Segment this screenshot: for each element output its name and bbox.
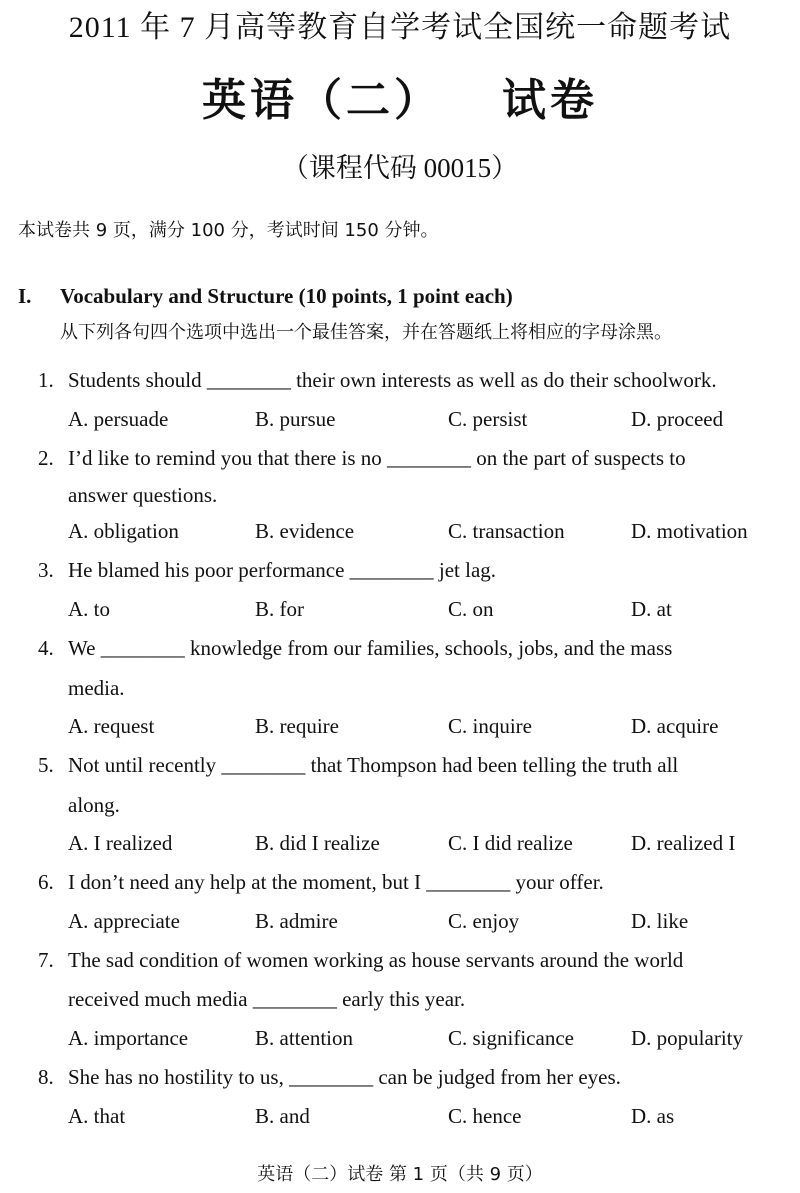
section-heading: Vocabulary and Structure (10 points, 1 point each) bbox=[60, 284, 513, 308]
exam-title bbox=[0, 64, 800, 128]
option-a: A. I realized bbox=[68, 831, 173, 855]
option-b: B. admire bbox=[255, 909, 338, 933]
section-title bbox=[18, 284, 800, 309]
question-text: He blamed his poor performance ________ jet lag. bbox=[68, 558, 497, 582]
page-footer: 英语（二）试卷 第 1 页（共 9 页） bbox=[257, 1164, 543, 1185]
question-4-options bbox=[68, 714, 788, 744]
option-c: C. persist bbox=[448, 407, 528, 431]
exam-header-line: 2011 年 7 月高等教育自学考试全国统一命题考试 bbox=[68, 11, 732, 44]
question-number: 3. bbox=[38, 558, 54, 582]
option-a: A. to bbox=[68, 597, 110, 621]
question-6 bbox=[38, 870, 604, 895]
question-text: Not until recently ________ that Thompson had been telling the truth all bbox=[68, 753, 679, 777]
question-1-options bbox=[68, 407, 788, 437]
option-a: A. appreciate bbox=[68, 909, 180, 933]
question-6-options bbox=[68, 909, 788, 939]
question-number: 5. bbox=[38, 753, 54, 777]
question-7-options bbox=[68, 1026, 788, 1056]
option-d: D. acquire bbox=[631, 714, 719, 738]
question-5 bbox=[38, 753, 678, 778]
exam-title-subject: 英语（二） bbox=[202, 76, 442, 125]
exam-title-paper: 试卷 bbox=[502, 76, 598, 125]
question-number: 6. bbox=[38, 870, 54, 894]
question-text: Students should ________ their own interests as well as do their schoolwork. bbox=[68, 368, 717, 392]
question-1 bbox=[38, 368, 717, 393]
question-3-options bbox=[68, 597, 788, 627]
option-d: D. motivation bbox=[631, 519, 748, 543]
question-2-continuation: answer questions. bbox=[68, 483, 218, 507]
option-c: C. transaction bbox=[448, 519, 565, 543]
question-4 bbox=[38, 636, 672, 661]
question-8 bbox=[38, 1065, 621, 1090]
question-2 bbox=[38, 446, 686, 471]
option-c: C. on bbox=[448, 597, 494, 621]
option-b: B. did I realize bbox=[255, 831, 380, 855]
option-c: C. inquire bbox=[448, 714, 532, 738]
question-8-options bbox=[68, 1104, 788, 1134]
question-5-options bbox=[68, 831, 788, 861]
option-a: A. request bbox=[68, 714, 155, 738]
option-d: D. proceed bbox=[631, 407, 724, 431]
question-2-options bbox=[68, 519, 788, 549]
question-text: The sad condition of women working as house servants around the world bbox=[68, 948, 684, 972]
option-d: D. realized I bbox=[631, 831, 736, 855]
question-3 bbox=[38, 558, 496, 583]
question-7-continuation: received much media ________ early this year. bbox=[68, 987, 466, 1011]
option-c: C. significance bbox=[448, 1026, 574, 1050]
option-d: D. popularity bbox=[631, 1026, 743, 1050]
question-5-continuation: along. bbox=[68, 793, 120, 817]
question-7 bbox=[38, 948, 683, 973]
question-number: 7. bbox=[38, 948, 54, 972]
option-d: D. as bbox=[631, 1104, 675, 1128]
option-c: C. hence bbox=[448, 1104, 522, 1128]
question-number: 4. bbox=[38, 636, 54, 660]
question-number: 1. bbox=[38, 368, 54, 392]
question-text: We ________ knowledge from our families, schools, jobs, and the mass bbox=[68, 636, 673, 660]
option-a: A. obligation bbox=[68, 519, 179, 543]
option-d: D. at bbox=[631, 597, 672, 621]
option-d: D. like bbox=[631, 909, 689, 933]
section-number: I. bbox=[18, 284, 32, 308]
question-4-continuation: media. bbox=[68, 676, 125, 700]
question-text: I don’t need any help at the moment, but I ________ your offer. bbox=[68, 870, 604, 894]
course-code: （课程代码 00015） bbox=[281, 153, 519, 183]
option-c: C. I did realize bbox=[448, 831, 573, 855]
option-b: B. for bbox=[255, 597, 304, 621]
option-b: B. evidence bbox=[255, 519, 355, 543]
option-a: A. importance bbox=[68, 1026, 189, 1050]
option-a: A. persuade bbox=[68, 407, 169, 431]
question-text: I’d like to remind you that there is no ________ on the part of suspects to bbox=[68, 446, 686, 470]
option-a: A. that bbox=[68, 1104, 126, 1128]
section-instruction: 从下列各句四个选项中选出一个最佳答案，并在答题纸上将相应的字母涂黑。 bbox=[60, 322, 672, 343]
option-b: B. attention bbox=[255, 1026, 353, 1050]
option-b: B. and bbox=[255, 1104, 310, 1128]
option-c: C. enjoy bbox=[448, 909, 520, 933]
question-number: 2. bbox=[38, 446, 54, 470]
option-b: B. pursue bbox=[255, 407, 336, 431]
option-b: B. require bbox=[255, 714, 339, 738]
question-number: 8. bbox=[38, 1065, 54, 1089]
exam-info: 本试卷共 9 页，满分 100 分，考试时间 150 分钟。 bbox=[18, 220, 439, 241]
question-text: She has no hostility to us, ________ can be judged from her eyes. bbox=[68, 1065, 621, 1089]
